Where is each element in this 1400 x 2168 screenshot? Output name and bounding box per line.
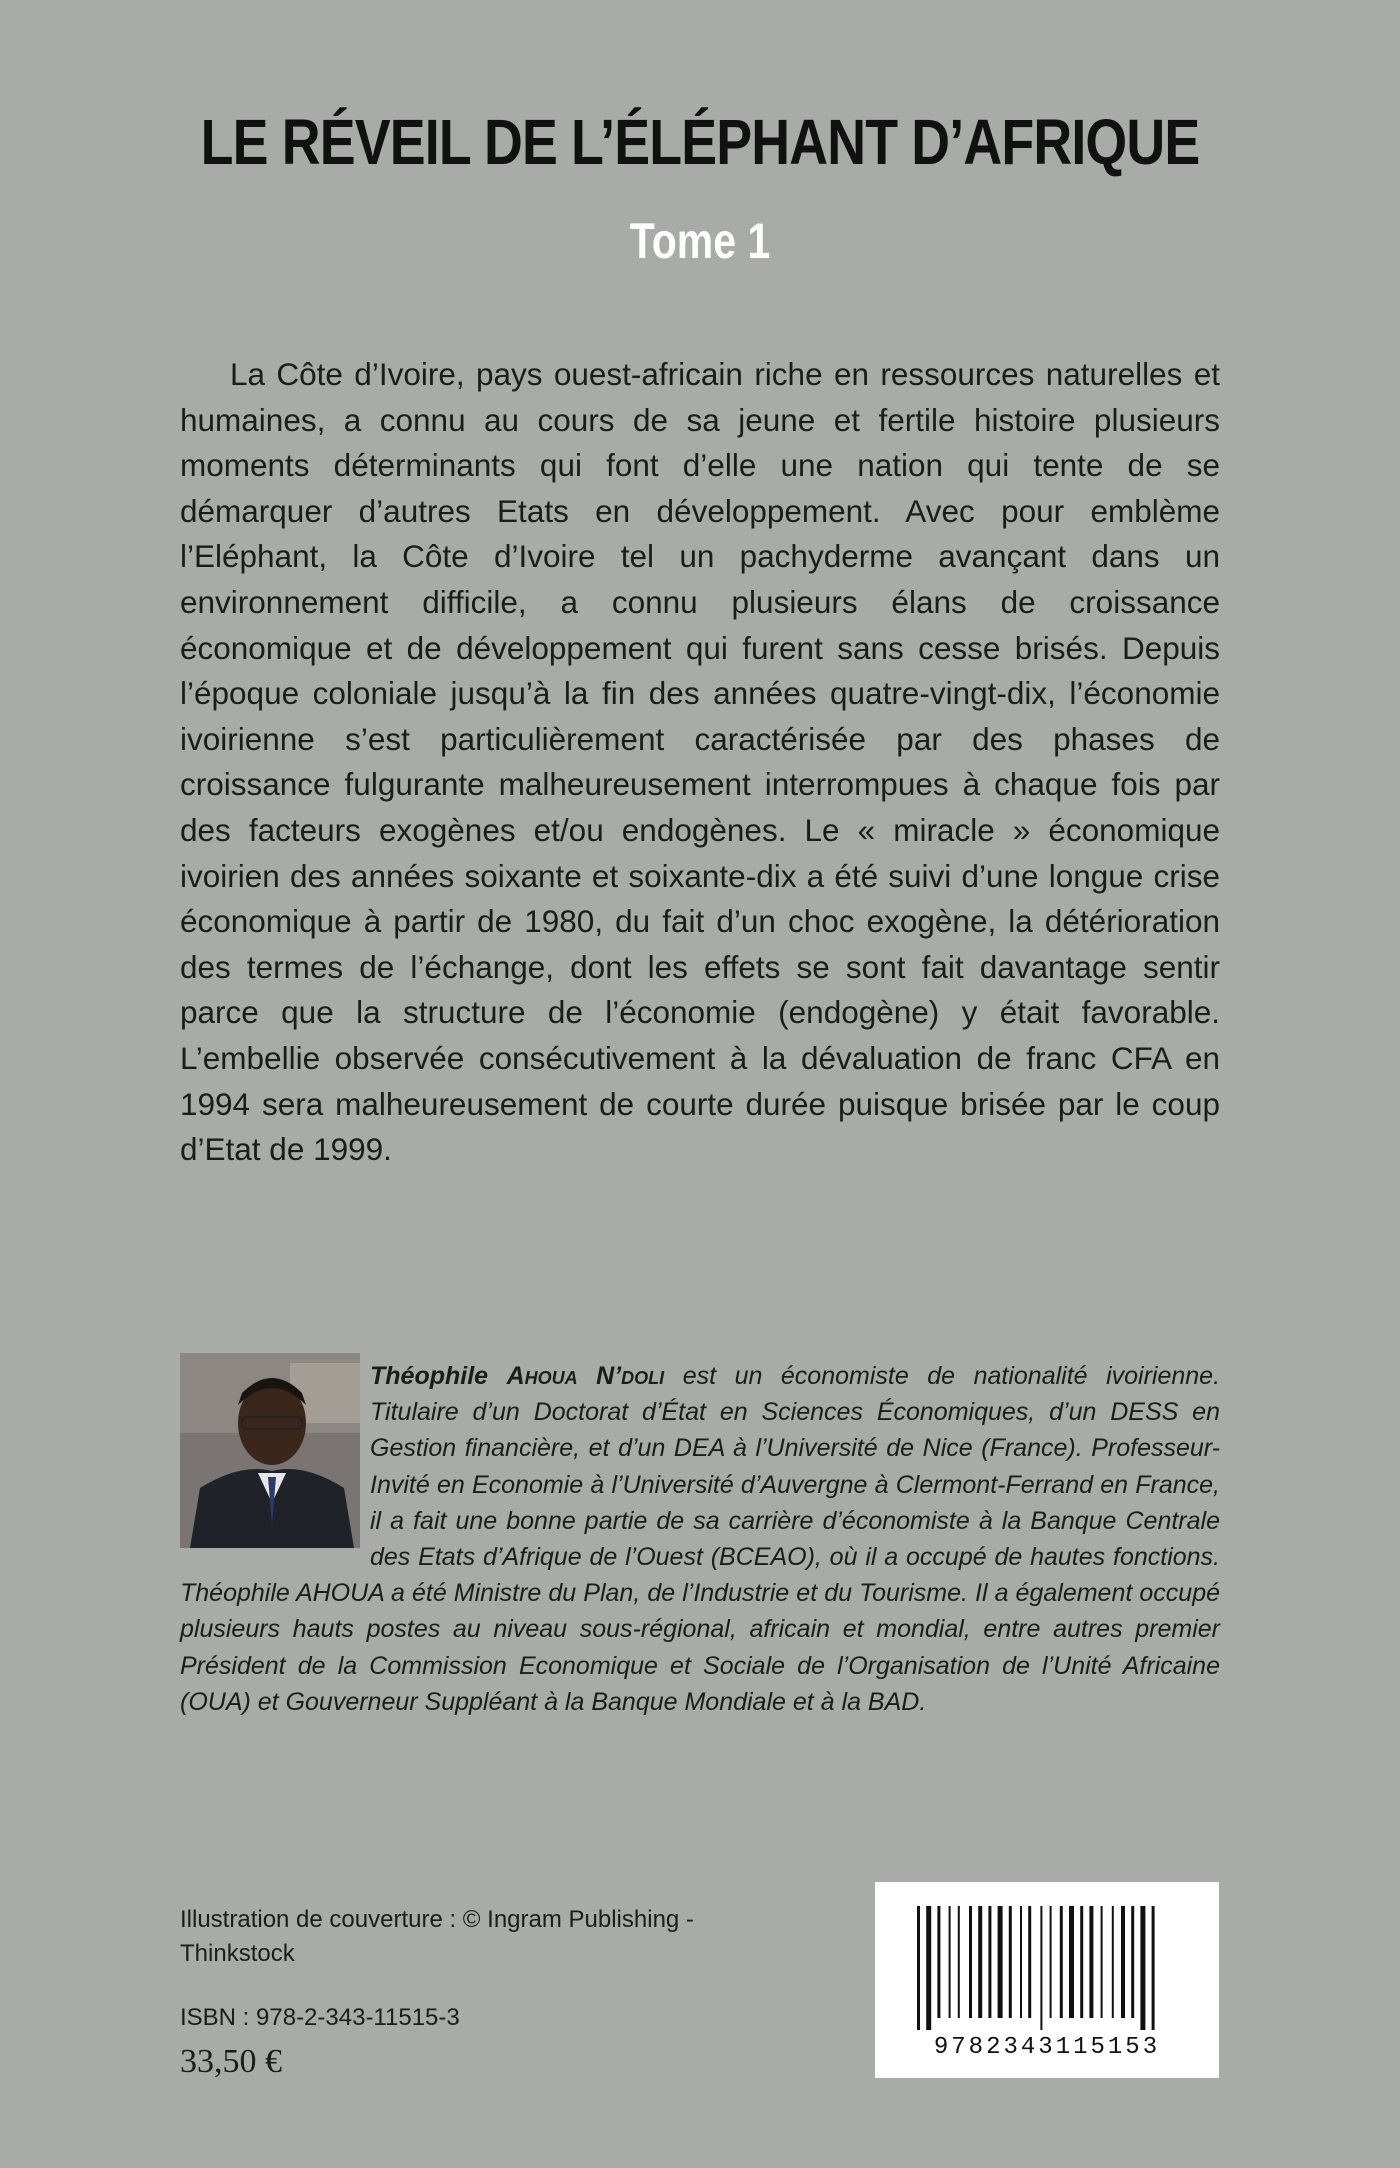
barcode-bar bbox=[1121, 1906, 1125, 2018]
barcode-bar bbox=[926, 1906, 931, 2030]
barcode-icon bbox=[915, 1906, 1179, 2030]
barcode-bar bbox=[1089, 1906, 1093, 2018]
barcode-bar bbox=[1069, 1906, 1074, 2018]
barcode-bar bbox=[1020, 1906, 1022, 2018]
price: 33,50 € bbox=[180, 2043, 282, 2080]
author-bio-text: est un économiste de nationalité ivoirienne. Titulaire d’un Doctorat d’État en Sciences Économiques, d’un DESS en Gestion financière, et d’un DEA à l’Université de Nice (France). Professeur-Invité en Economie à l’Université d’Auvergne à Clermont-Ferrand en France, il a fait une bonne partie de sa carrière d’économiste à la Banque Centrale des Etats d’Afrique de l’Ouest (BCEAO), où il a occupé de hautes fonctions. Théophile AHOUA a été Ministre du Plan, de l’Industrie et du Tourisme. Il a également occupé plusieurs hauts postes au niveau sous-régional, africain et mondial, entre autres premier Président de la Commission Economique et Sociale de l’Organisation de l’Unité Africaine (OUA) et Gouverneur Suppléant à la Banque Mondiale et à la BAD. bbox=[180, 1362, 1221, 1716]
author-first-name: Théophile bbox=[370, 1362, 489, 1390]
barcode-bar bbox=[969, 1906, 972, 2018]
barcode-bar bbox=[978, 1906, 982, 2018]
barcode-bar bbox=[917, 1906, 920, 2030]
barcode-bar bbox=[1101, 1906, 1103, 2018]
barcode-bar bbox=[988, 1906, 991, 2018]
book-subtitle: Tome 1 bbox=[629, 213, 771, 269]
photo-spacer bbox=[180, 1358, 370, 1568]
summary-text bbox=[180, 352, 1220, 1173]
barcode-bar bbox=[958, 1906, 960, 2018]
barcode-bar bbox=[1060, 1906, 1063, 2018]
summary-paragraph: La Côte d’Ivoire, pays ouest-africain riche en ressources naturelles et humaines, a connu au cours de sa jeune et fertile histoire plusieurs moments déterminants qui font d’elle une nation qui tente de se démarquer d’autres Etats en développement. Avec pour emblème l’Eléphant, la Côte d’Ivoire tel un pachyderme avançant dans un environnement difficile, a connu plusieurs élans de croissance économique et de développement qui furent sans cesse brisés. Depuis l’époque coloniale jusqu’à la fin des années quatre-vingt-dix, l’économie ivoirienne s’est particulièrement caractérisée par des phases de croissance fulgurante malheureusement interrompues à chaque fois par des facteurs exogènes et/ou endogènes. Le « miracle » économique ivoirien des années soixante et soixante-dix a été suivi d’une longue crise économique à partir de 1980, du fait d’un choc exogène, la détérioration des termes de l’échange, dont les effets se sont fait davantage sentir parce que la structure de l’économie (endogène) y était favorable. L’embellie observée consécutivement à la dévaluation de franc CFA en 1994 sera malheureusement de courte durée puisque brisée par le coup d’Etat de 1999. bbox=[180, 356, 1220, 1168]
barcode-bar bbox=[1140, 1906, 1145, 2030]
barcode-bar bbox=[1040, 1906, 1042, 2030]
barcode-number: 9782343115153 bbox=[933, 2034, 1161, 2061]
barcode-bar bbox=[949, 1906, 951, 2018]
author-last-name: Ahoua N’doli bbox=[506, 1362, 665, 1390]
isbn: ISBN : 978-2-343-11515-3 bbox=[180, 2004, 460, 2031]
barcode-box bbox=[875, 1882, 1219, 2078]
barcode-bar bbox=[937, 1906, 940, 2018]
barcode-bar bbox=[1131, 1906, 1134, 2018]
barcode-bar bbox=[1080, 1906, 1083, 2018]
book-title: LE RÉVEIL DE L’ÉLÉPHANT D’AFRIQUE bbox=[200, 106, 1200, 178]
author-bio bbox=[180, 1358, 1220, 1720]
barcode-bar bbox=[1009, 1906, 1012, 2018]
barcode-bar bbox=[1112, 1906, 1114, 2018]
cover-credit: Illustration de couverture : © Ingram Publishing - Thinkstock bbox=[180, 1906, 694, 1967]
barcode-bar bbox=[1152, 1906, 1155, 2030]
barcode-bar bbox=[998, 1906, 1003, 2018]
barcode-bar bbox=[1050, 1906, 1052, 2018]
barcode-bar bbox=[1028, 1906, 1031, 2018]
